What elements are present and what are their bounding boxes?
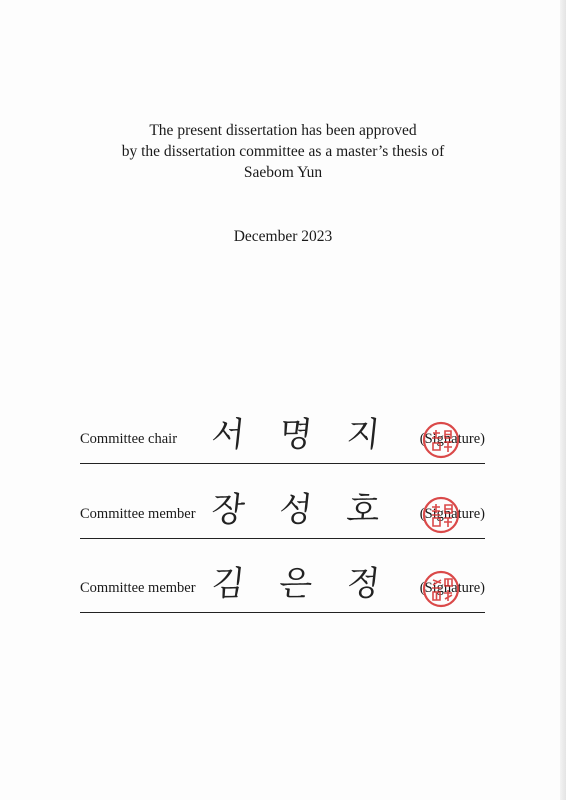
committee-row-member-2	[80, 553, 485, 613]
committee-row-chair	[80, 404, 485, 464]
handwritten-signature: 장 성 호	[209, 490, 394, 530]
candidate-name: Saebom Yun	[243, 164, 323, 181]
committee-role: Committee member	[80, 580, 196, 596]
approval-date: December 2023	[233, 228, 333, 245]
approval-line-1: The present dissertation has been approved	[149, 122, 417, 139]
signature-rule	[80, 612, 485, 613]
approval-line-2: by the dissertation committee as a master’s thesis of	[121, 143, 445, 160]
handwritten-signature: 서 명 지	[209, 415, 394, 455]
red-seal-stamp	[421, 495, 461, 535]
signature-label: (Signature)	[419, 506, 485, 522]
red-seal-stamp	[421, 420, 461, 460]
handwritten-signature: 김 은 정	[209, 564, 394, 604]
committee-role: Committee chair	[80, 431, 178, 447]
red-seal-stamp	[421, 569, 461, 609]
signature-rule	[80, 538, 485, 539]
committee-row-member-1	[80, 479, 485, 539]
committee-role: Committee member	[80, 506, 196, 522]
signature-label: (Signature)	[419, 431, 485, 447]
signature-rule	[80, 463, 485, 464]
approval-statement	[0, 120, 566, 183]
signature-label: (Signature)	[419, 580, 485, 596]
